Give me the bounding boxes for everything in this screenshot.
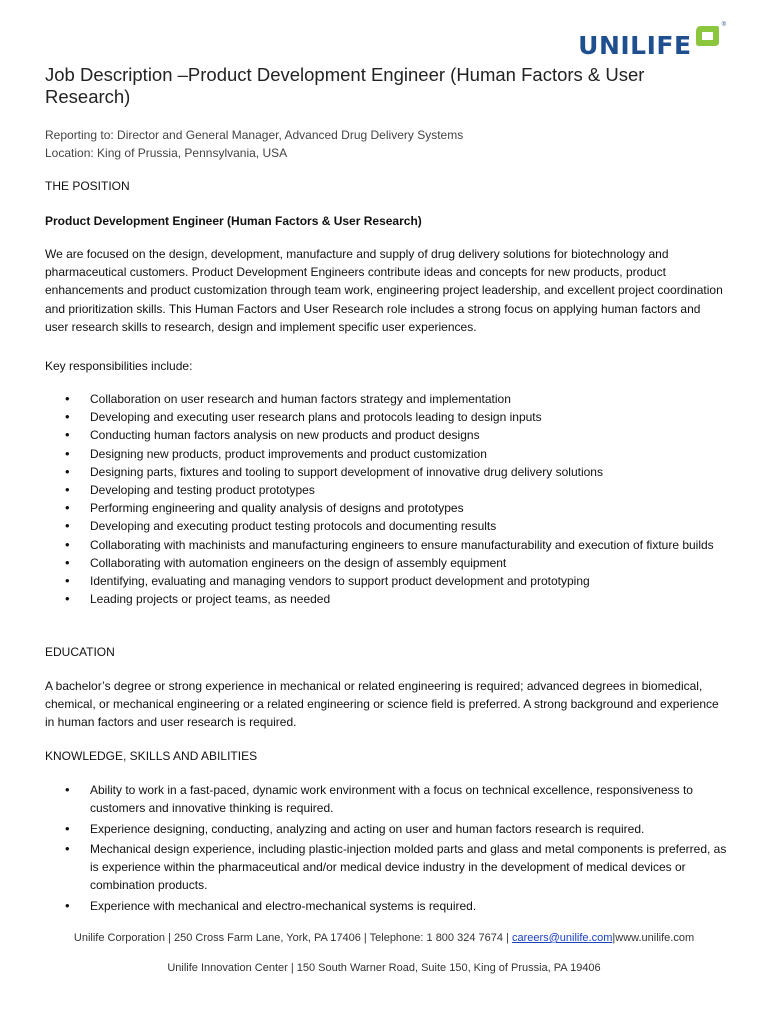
position-paragraph-block	[45, 245, 725, 336]
list-item: • Designing parts, fixtures and tooling to support development of innovative drug delivery solutions	[45, 463, 730, 481]
ksa-heading: KNOWLEDGE, SKILLS AND ABILITIES	[45, 749, 258, 763]
meta-block	[45, 126, 725, 162]
list-item: • Developing and executing product testing protocols and documenting results	[45, 517, 730, 535]
list-item: • Developing and executing user research plans and protocols leading to design inputs	[45, 408, 730, 426]
logo-text: UNILIFE	[578, 31, 692, 60]
list-item: • Collaboration on user research and human factors strategy and implementation	[45, 390, 730, 408]
unilife-logo	[578, 22, 726, 58]
page-title: Job Description –Product Development Engineer (Human Factors & User Research)	[45, 64, 645, 107]
position-paragraph: We are focused on the design, development, manufacture and supply of drug delivery solutions for biotechnology and pharmaceutical customers. Product Development Engineers contribute ideas and concepts for new products, product enhancements and product customization through team work, engineering project leadership, and excellent project coordination and prioritization skills. This Human Factors and User Research role includes a strong focus on applying human factors and user research skills to research, design and implement specific user experiences.	[45, 247, 723, 334]
list-item: • Collaborating with automation engineers on the design of assembly equipment	[45, 554, 730, 572]
education-heading: EDUCATION	[45, 645, 115, 659]
ksa-list	[45, 781, 730, 917]
position-subheading: Product Development Engineer (Human Factors & User Research)	[45, 214, 422, 228]
footer-address: Unilife Corporation | 250 Cross Farm Lane, York, PA 17406 | Telephone: 1 800 324 7674 |	[73, 932, 512, 944]
education-paragraph: A bachelor’s degree or strong experience in mechanical or related engineering is required; advanced degrees in biomedical, chemical, or mechanical engineering or a related engineering or science field is preferred. A strong background and experience in human factors and user research is required.	[45, 679, 719, 730]
responsibilities-intro: Key responsibilities include:	[45, 359, 193, 373]
logo-mark-icon	[693, 22, 721, 50]
list-item: • Developing and testing product prototypes	[45, 481, 730, 499]
footer-line-1	[0, 932, 768, 944]
responsibilities-list	[45, 390, 730, 608]
list-item: • Conducting human factors analysis on new products and product designs	[45, 426, 730, 444]
position-heading: THE POSITION	[45, 179, 130, 193]
education-paragraph-block	[45, 677, 725, 732]
footer-website: |www.unilife.com	[612, 932, 695, 944]
footer-line-2: Unilife Innovation Center | 150 South Warner Road, Suite 150, King of Prussia, PA 19406	[167, 962, 601, 974]
list-item: • Leading projects or project teams, as needed	[45, 590, 730, 608]
list-item: • Ability to work in a fast-paced, dynamic work environment with a focus on technical excellence, responsiveness to customers and innovative thinking is required.	[45, 781, 730, 817]
list-item: • Designing new products, product improvements and product customization	[45, 445, 730, 463]
list-item: • Experience with mechanical and electro-mechanical systems is required.	[45, 897, 730, 915]
logo-trademark: ®	[721, 22, 726, 28]
list-item: • Experience designing, conducting, analyzing and acting on user and human factors research is required.	[45, 820, 730, 838]
list-item: • Mechanical design experience, including plastic-injection molded parts and glass and metal components is preferred, as is experience within the pharmaceutical and/or medical device industry in the development of medical devices or combination products.	[45, 840, 730, 895]
reporting-line: Reporting to: Director and General Manager, Advanced Drug Delivery Systems	[45, 128, 464, 142]
careers-email-link[interactable]: careers@unilife.com	[511, 932, 613, 944]
list-item: • Performing engineering and quality analysis of designs and prototypes	[45, 499, 730, 517]
location-line: Location: King of Prussia, Pennsylvania, USA	[45, 146, 288, 161]
list-item: • Identifying, evaluating and managing vendors to support product development and prototyping	[45, 572, 730, 590]
list-item: • Collaborating with machinists and manufacturing engineers to ensure manufacturability and execution of fixture builds	[45, 536, 730, 554]
